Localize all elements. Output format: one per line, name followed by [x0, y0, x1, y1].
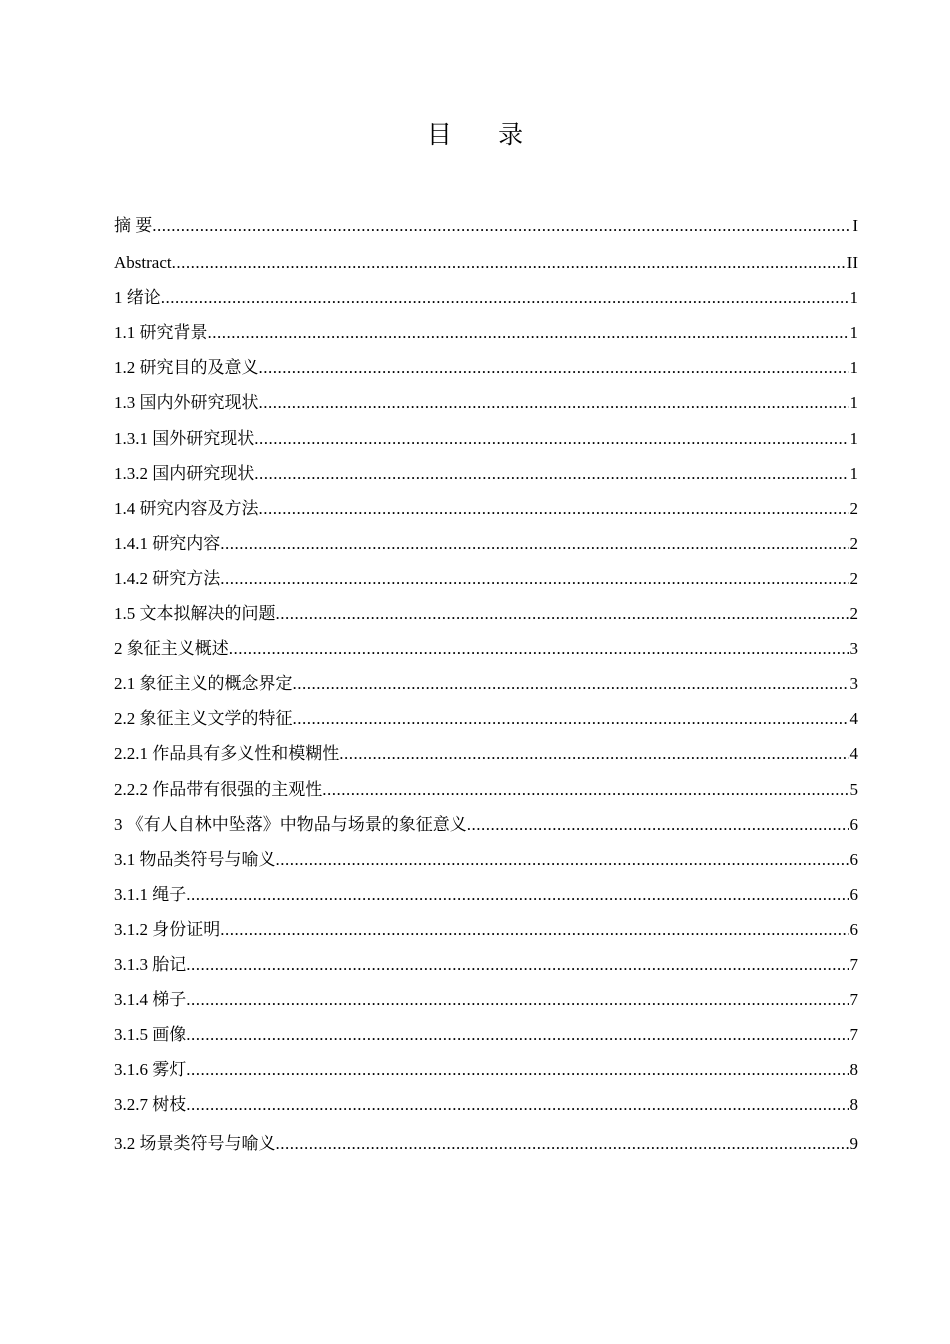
toc-entry-page: 1 [849, 358, 858, 378]
toc-entry-label: 2.2.1 作品具有多义性和模糊性 [114, 744, 340, 764]
toc-leader-dots [220, 561, 848, 596]
toc-list [114, 208, 858, 1162]
toc-entry[interactable] [114, 491, 858, 526]
toc-leader-dots [220, 912, 848, 947]
toc-leader-dots [339, 736, 848, 771]
toc-leader-dots [259, 350, 849, 385]
toc-entry[interactable] [114, 208, 858, 243]
toc-entry-label: 2 象征主义概述 [114, 639, 229, 659]
toc-entry-page: 8 [849, 1095, 858, 1115]
toc-entry-page: II [846, 253, 858, 273]
toc-entry-label: 3.1.1 绳子 [114, 884, 187, 904]
toc-entry-label: 3.1.4 梯子 [114, 990, 187, 1010]
toc-entry-page: 6 [849, 814, 858, 834]
toc-entry-label: 3 《有人自林中坠落》中物品与场景的象征意义 [114, 814, 467, 834]
toc-entry-label: 2.2 象征主义文学的特征 [114, 709, 293, 729]
toc-entry[interactable] [114, 807, 858, 842]
toc-entry[interactable] [114, 701, 858, 736]
toc-entry-label: 1.2 研究目的及意义 [114, 358, 259, 378]
toc-title: 目 录 [426, 122, 544, 149]
toc-leader-dots [172, 245, 846, 280]
toc-entry-page: 1 [849, 428, 858, 448]
toc-leader-dots [322, 772, 848, 807]
toc-entry-page: 6 [849, 849, 858, 869]
toc-entry-page: 6 [849, 919, 858, 939]
toc-entry-label: 3.1 物品类符号与喻义 [114, 849, 276, 869]
toc-entry-page: 9 [849, 1134, 858, 1154]
toc-entry-label: 2.2.2 作品带有很强的主观性 [114, 779, 323, 799]
toc-entry-label: 1.3.1 国外研究现状 [114, 428, 255, 448]
toc-entry[interactable] [114, 315, 858, 350]
toc-leader-dots [186, 1052, 848, 1087]
toc-entry-label: 3.1.3 胎记 [114, 954, 187, 974]
toc-entry-page: 2 [849, 533, 858, 553]
toc-leader-dots [186, 1087, 848, 1122]
toc-entry-label: Abstract [114, 253, 172, 273]
toc-entry-page: 5 [849, 779, 858, 799]
toc-entry-label: 1.1 研究背景 [114, 323, 208, 343]
toc-leader-dots [229, 631, 849, 666]
toc-entry-page: 1 [849, 288, 858, 308]
toc-leader-dots [293, 666, 849, 701]
toc-entry[interactable] [114, 666, 858, 701]
toc-leader-dots [276, 596, 849, 631]
toc-entry-label: 3.2.7 树枝 [114, 1095, 187, 1115]
toc-leader-dots [161, 280, 849, 315]
toc-leader-dots [186, 877, 848, 912]
toc-entry-label: 3.2 场景类符号与喻义 [114, 1134, 276, 1154]
toc-entry-page: 2 [849, 568, 858, 588]
toc-entry-label: 1.3.2 国内研究现状 [114, 463, 255, 483]
toc-leader-dots [259, 491, 849, 526]
toc-entry[interactable] [114, 421, 858, 456]
toc-leader-dots [276, 842, 849, 877]
toc-leader-dots [254, 421, 848, 456]
toc-entry[interactable] [114, 245, 858, 280]
toc-entry[interactable] [114, 1052, 858, 1087]
toc-entry[interactable] [114, 1017, 858, 1052]
toc-leader-dots [276, 1126, 849, 1161]
toc-entry-page: 7 [849, 954, 858, 974]
toc-entry-label: 1.4 研究内容及方法 [114, 498, 259, 518]
toc-entry-label: 1.4.1 研究内容 [114, 533, 221, 553]
toc-leader-dots [259, 385, 849, 420]
toc-entry-label: 3.1.6 雾灯 [114, 1060, 187, 1080]
toc-entry-page: 3 [849, 674, 858, 694]
toc-entry-page: I [852, 216, 858, 235]
toc-leader-dots [152, 208, 851, 243]
toc-entry-label: 3.1.5 画像 [114, 1025, 187, 1045]
toc-entry-label: 摘 要 [114, 216, 153, 235]
toc-entry[interactable] [114, 561, 858, 596]
toc-entry[interactable] [114, 982, 858, 1017]
toc-leader-dots [254, 456, 848, 491]
toc-leader-dots [186, 982, 848, 1017]
toc-entry-page: 4 [849, 709, 858, 729]
toc-entry-page: 2 [849, 498, 858, 518]
toc-entry-page: 1 [849, 463, 858, 483]
toc-leader-dots [293, 701, 849, 736]
toc-leader-dots [220, 526, 848, 561]
toc-entry-label: 1.4.2 研究方法 [114, 568, 221, 588]
toc-entry[interactable] [114, 385, 858, 420]
toc-leader-dots [186, 1017, 848, 1052]
toc-entry-label: 1 绪论 [114, 288, 161, 308]
toc-entry[interactable] [114, 456, 858, 491]
toc-entry[interactable] [114, 350, 858, 385]
toc-entry-page: 1 [849, 323, 858, 343]
toc-entry-page: 1 [849, 393, 858, 413]
toc-entry[interactable] [114, 842, 858, 877]
toc-entry-page: 8 [849, 1060, 858, 1080]
toc-entry[interactable] [114, 912, 858, 947]
toc-leader-dots [467, 807, 849, 842]
toc-entry[interactable] [114, 526, 858, 561]
toc-leader-dots [208, 315, 849, 350]
toc-entry-page: 4 [849, 744, 858, 764]
toc-entry-page: 3 [849, 639, 858, 659]
toc-entry[interactable] [114, 947, 858, 982]
toc-entry[interactable] [114, 877, 858, 912]
toc-leader-dots [186, 947, 848, 982]
toc-entry[interactable] [114, 631, 858, 666]
toc-entry-label: 2.1 象征主义的概念界定 [114, 674, 293, 694]
toc-entry[interactable] [114, 596, 858, 631]
toc-entry-page: 2 [849, 604, 858, 624]
toc-entry[interactable] [114, 1087, 858, 1122]
toc-entry-page: 7 [849, 990, 858, 1010]
toc-entry-label: 3.1.2 身份证明 [114, 919, 221, 939]
toc-entry-label: 1.3 国内外研究现状 [114, 393, 259, 413]
toc-entry-page: 7 [849, 1025, 858, 1045]
toc-entry-label: 1.5 文本拟解决的问题 [114, 604, 276, 624]
toc-entry[interactable] [114, 772, 858, 807]
toc-entry[interactable] [114, 1126, 858, 1161]
toc-entry[interactable] [114, 280, 858, 315]
toc-entry-page: 6 [849, 884, 858, 904]
toc-entry[interactable] [114, 736, 858, 771]
